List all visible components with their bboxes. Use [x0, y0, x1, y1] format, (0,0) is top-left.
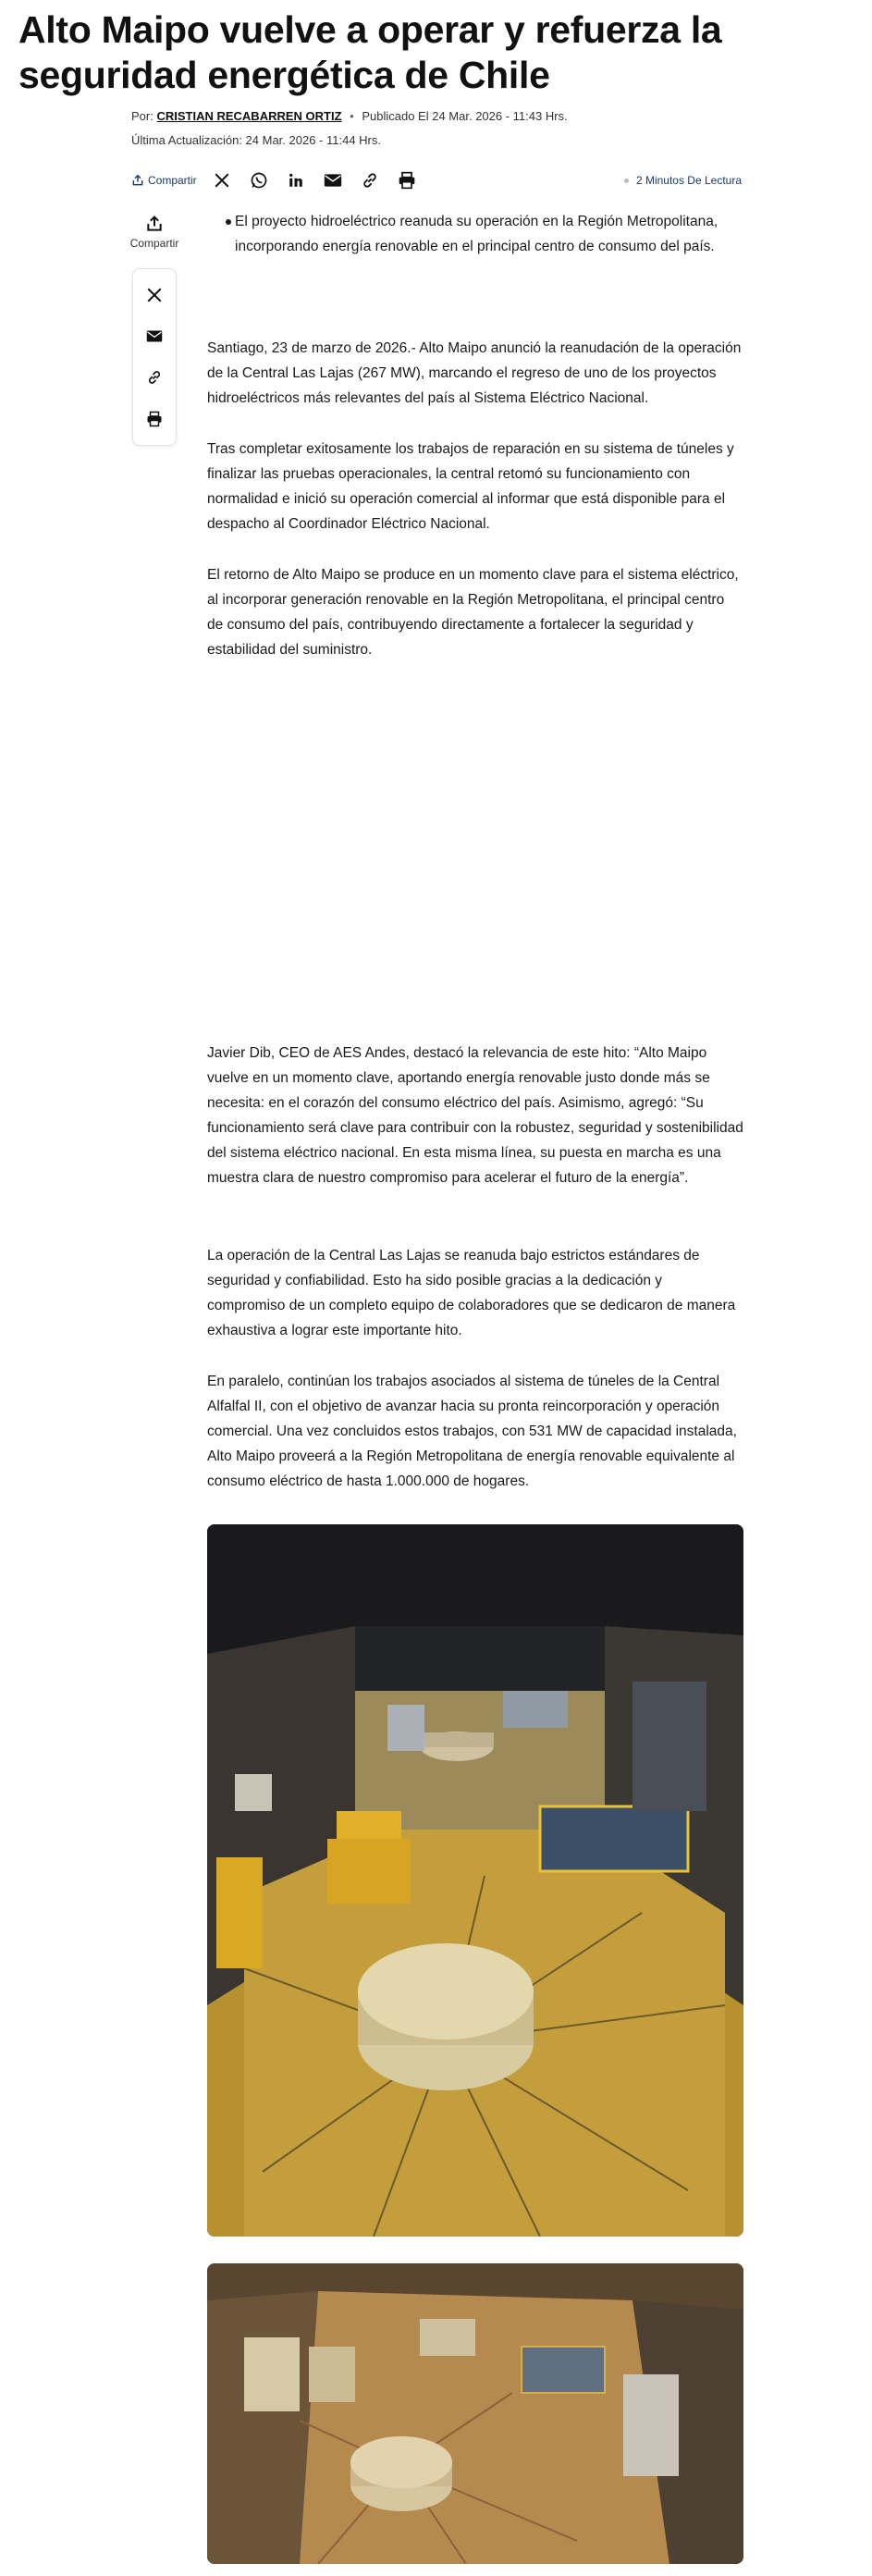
share-label: Compartir — [148, 174, 197, 187]
summary-bullet — [235, 209, 753, 259]
linkedin-icon — [288, 172, 304, 189]
sidebar-x-button[interactable] — [142, 283, 166, 307]
share-whatsapp-button[interactable] — [249, 170, 269, 191]
read-time — [624, 174, 742, 187]
sidebar-print-button[interactable] — [142, 407, 166, 431]
sidebar-email-button[interactable] — [142, 325, 166, 349]
sidebar-share — [131, 215, 178, 250]
byline — [131, 109, 568, 123]
email-icon — [324, 172, 342, 189]
print-button[interactable] — [397, 170, 417, 191]
article-photo-1 — [207, 1524, 743, 2237]
published-date: Publicado El 24 Mar. 2026 - 11:43 Hrs. — [362, 109, 568, 123]
email-icon — [146, 329, 163, 343]
copy-link-button[interactable] — [360, 170, 380, 191]
article-photo-2 — [207, 2263, 743, 2564]
author-link[interactable]: CRISTIAN RECABARREN ORTIZ — [156, 109, 342, 123]
bullet-dot — [226, 219, 231, 225]
paragraph-2: Tras completar exitosamente los trabajos de reparación en su sistema de túneles y finalizar las pruebas operacionales, la central retomó su funcionamiento con normalidad e inició su operación comercial al informar que está disponible para el despacho al Coordinador Eléctrico Nacional. — [207, 441, 734, 532]
bullet-line-2: incorporando energía renovable en el principal centro de consumo del país. — [235, 239, 715, 254]
read-time-dot — [624, 179, 629, 183]
share-icon — [145, 215, 164, 233]
share-button[interactable] — [131, 174, 197, 187]
read-time-label: 2 Minutos De Lectura — [635, 174, 742, 187]
paragraph-4: Javier Dib, CEO de AES Andes, destacó la relevancia de este hito: “Alto Maipo vuelve en un momento clave, aportando energía renovable justo donde más se necesita: en el corazón del consumo eléctrico del país. Asimismo, agregó: “Su funcionamiento será clave para contribuir con la robustez, seguridad y sostenibilidad del sistema eléctrico nacional. En esta misma línea, su puesta en marcha es una muestra clara de nuestro compromiso para acelerar el futuro de la energía”. — [207, 1045, 743, 1186]
paragraph-5: La operación de la Central Las Lajas se reanuda bajo estrictos estándares de seguridad y confiabilidad. Esto ha sido posible gracias a la dedicación y compromiso de un completo equipo de colaboradores que se dedicaron de manera exhaustiva a lograr este importante hito. — [207, 1248, 736, 1338]
updated-date: Última Actualización: 24 Mar. 2026 - 11:44 Hrs. — [131, 133, 381, 147]
article-headline: Alto Maipo vuelve a operar y refuerza la seguridad energética de Chile — [18, 8, 722, 96]
link-icon — [146, 369, 163, 386]
paragraph-3: El retorno de Alto Maipo se produce en un momento clave para el sistema eléctrico, al incorporar generación renovable en la Región Metropolitana, el principal centro de consumo del país, contribuyendo directamente a fortalecer la seguridad y estabilidad del suministro. — [207, 567, 739, 658]
byline-prefix: Por: — [131, 109, 154, 123]
powerhouse-floor-photo — [207, 2263, 743, 2564]
print-icon — [398, 171, 416, 190]
x-icon — [214, 172, 230, 189]
link-icon — [361, 171, 379, 190]
share-linkedin-button[interactable] — [286, 170, 306, 191]
byline-separator: • — [350, 109, 354, 123]
powerhouse-interior-photo — [207, 1524, 743, 2237]
sidebar-share-panel — [132, 268, 177, 446]
x-icon — [146, 287, 163, 303]
bullet-line-1: El proyecto hidroeléctrico reanuda su operación en la Región Metropolitana, — [235, 214, 718, 229]
share-bar — [131, 169, 742, 191]
share-icon — [131, 174, 144, 187]
paragraph-6: En paralelo, continúan los trabajos asociados al sistema de túneles de la Central Alfalfal II, con el objetivo de avanzar hacia su pronta reincorporación y operación comercial. Una vez concluidos estos trabajos, con 531 MW de capacidad instalada, Alto Maipo proveerá a la Región Metropolitana de energía renovable equivalente al consumo eléctrico de hasta 1.000.000 de hogares. — [207, 1374, 737, 1489]
share-email-button[interactable] — [323, 170, 343, 191]
print-icon — [146, 411, 163, 427]
sidebar-share-label: Compartir — [129, 237, 179, 250]
whatsapp-icon — [250, 171, 268, 190]
share-x-button[interactable] — [212, 170, 232, 191]
sidebar-link-button[interactable] — [142, 365, 166, 389]
sidebar-share-button[interactable] — [131, 215, 178, 250]
paragraph-1: Santiago, 23 de marzo de 2026.- Alto Maipo anunció la reanudación de la operación de la Central Las Lajas (267 MW), marcando el regreso de uno de los proyectos hidroeléctricos más relevantes del país al Sistema Eléctrico Nacional. — [207, 340, 742, 406]
